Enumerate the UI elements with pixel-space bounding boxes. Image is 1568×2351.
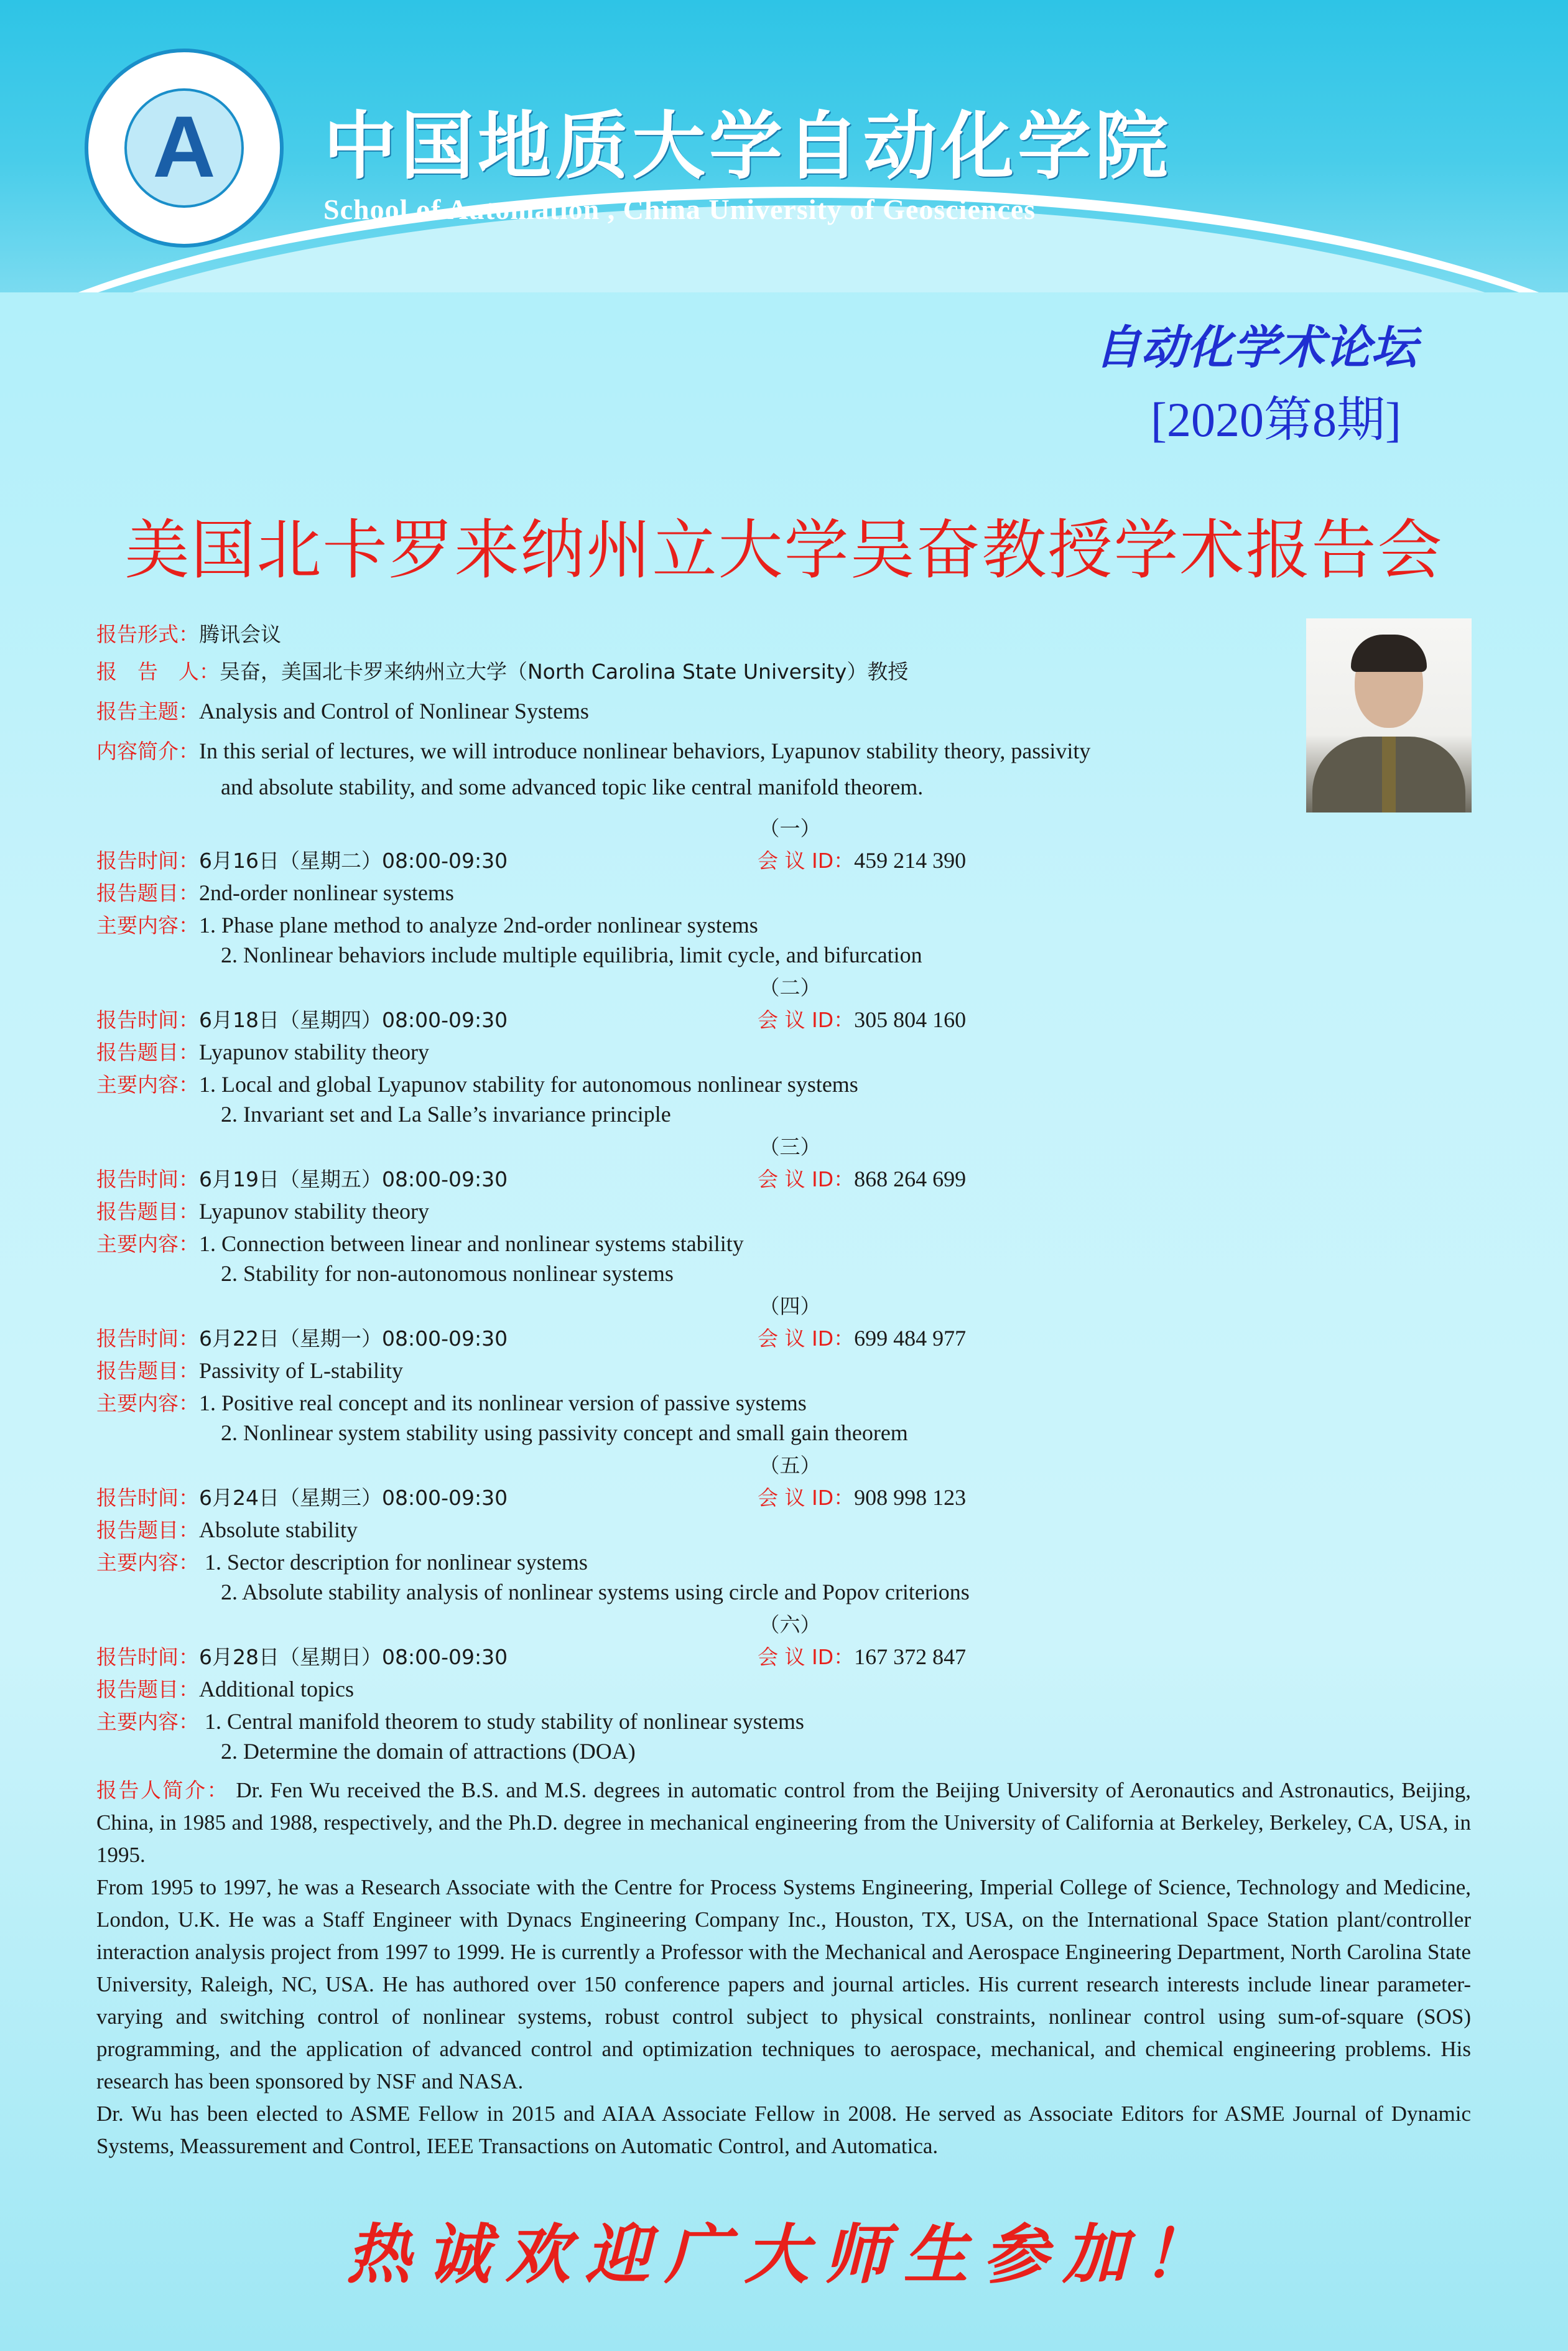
meeting-id-label: 会 议 ID： xyxy=(758,849,855,873)
speaker-bio xyxy=(96,1774,1471,2162)
meeting-id-row xyxy=(758,845,966,874)
meeting-id: 167 372 847 xyxy=(854,1644,967,1669)
time-label: 报告时间： xyxy=(96,1326,199,1351)
session-title: 2nd-order nonlinear systems xyxy=(199,880,454,905)
session-number: （六） xyxy=(759,1613,821,1637)
speaker-photo xyxy=(1306,618,1472,812)
time-label: 报告时间： xyxy=(96,1486,199,1510)
title-label: 报告题目： xyxy=(96,881,199,905)
content-label: 主要内容： xyxy=(96,913,199,938)
session-content-2: 2. Invariant set and La Salle’s invariance principle xyxy=(221,1102,671,1127)
meeting-id-row xyxy=(758,1163,966,1193)
session-number: （三） xyxy=(759,1135,821,1159)
session-time: 6月19日（星期五）08:00-09:30 xyxy=(199,1167,508,1191)
format-label: 报告形式： xyxy=(96,622,199,646)
summary-label: 内容简介： xyxy=(96,739,199,763)
session-content-1: 1. Phase plane method to analyze 2nd-order nonlinear systems xyxy=(199,913,758,938)
session-content-2: 2. Nonlinear system stability using passivity concept and small gain theorem xyxy=(221,1420,908,1445)
session-title-row xyxy=(96,877,454,906)
time-label: 报告时间： xyxy=(96,849,199,873)
session-time-row xyxy=(96,1004,508,1033)
session-content-row xyxy=(96,1547,588,1576)
school-logo xyxy=(85,49,284,248)
session-time: 6月28日（星期日）08:00-09:30 xyxy=(199,1645,508,1669)
content-label: 主要内容： xyxy=(96,1073,199,1097)
time-label: 报告时间： xyxy=(96,1167,199,1191)
welcome-banner: 热诚欢迎广大师生参加！ xyxy=(346,2216,1222,2293)
session-number: （一） xyxy=(759,816,821,840)
session-title-row xyxy=(96,1036,429,1066)
session-title: Additional topics xyxy=(199,1677,354,1702)
bio-text-1: Dr. Fen Wu received the B.S. and M.S. degrees in automatic control from the Beijing University of Aeronautics and Astronautics, Beijing, China, in 1985 and 1988, respectively, and the Ph.D. degree in mechanical engineering from the University of California at Berkeley, Berkeley, CA, USA, in 1995. xyxy=(96,1778,1472,1867)
session-content-1: 1. Connection between linear and nonlinear systems stability xyxy=(199,1231,744,1256)
meeting-id-label: 会 议 ID： xyxy=(758,1486,855,1510)
session-content-2: 2. Absolute stability analysis of nonlinear systems using circle and Popov criterions xyxy=(221,1580,970,1604)
session-content-row xyxy=(96,1228,744,1257)
bio-paragraph-1 xyxy=(96,1774,1471,1871)
format-value: 腾讯会议 xyxy=(199,622,281,646)
session-content-2: 2. Determine the domain of attractions (DOA) xyxy=(221,1739,636,1764)
meeting-id: 908 998 123 xyxy=(854,1485,967,1510)
session-content-1: 1. Sector description for nonlinear systems xyxy=(199,1550,588,1575)
session-title-row xyxy=(96,1355,403,1384)
session-number: （二） xyxy=(759,975,821,1000)
meeting-id-row xyxy=(758,1482,966,1511)
session-time-row xyxy=(96,1163,508,1193)
meeting-id-row xyxy=(758,1004,966,1033)
main-title: 美国北卡罗来纳州立大学吴奋教授学术报告会 xyxy=(124,512,1444,588)
session-time: 6月16日（星期二）08:00-09:30 xyxy=(199,849,508,873)
logo-emblem xyxy=(124,88,244,208)
speaker-value: 吴奋，美国北卡罗来纳州立大学（North Carolina State University）教授 xyxy=(220,659,909,684)
content-label: 主要内容： xyxy=(96,1232,199,1256)
topic-value: Analysis and Control of Nonlinear Systems xyxy=(199,699,589,724)
meeting-id: 868 264 699 xyxy=(854,1166,967,1191)
title-label: 报告题目： xyxy=(96,1359,199,1383)
topic-label: 报告主题： xyxy=(96,699,199,724)
title-label: 报告题目： xyxy=(96,1040,199,1064)
header-banner xyxy=(0,0,1568,292)
summary-line-2: and absolute stability, and some advanced topic like central manifold theorem. xyxy=(221,775,924,799)
session-time: 6月22日（星期一）08:00-09:30 xyxy=(199,1326,508,1351)
session-content-2: 2. Stability for non-autonomous nonlinear systems xyxy=(221,1261,674,1286)
meeting-id-row xyxy=(758,1323,966,1352)
session-time-row xyxy=(96,1323,508,1352)
info-summary-row xyxy=(96,735,1090,765)
speaker-label: 报 告 人： xyxy=(96,659,220,684)
info-speaker-row xyxy=(96,656,908,685)
title-label: 报告题目： xyxy=(96,1677,199,1702)
meeting-id-label: 会 议 ID： xyxy=(758,1645,855,1669)
session-title-row xyxy=(96,1674,354,1703)
session-title: Absolute stability xyxy=(199,1517,358,1542)
session-content-2: 2. Nonlinear behaviors include multiple equilibria, limit cycle, and bifurcation xyxy=(221,943,922,967)
session-title: Lyapunov stability theory xyxy=(199,1040,429,1064)
session-title-row xyxy=(96,1514,358,1543)
meeting-id: 305 804 160 xyxy=(854,1007,967,1032)
summary-line-1: In this serial of lectures, we will introduce nonlinear behaviors, Lyapunov stability theory, passivity xyxy=(199,738,1091,763)
meeting-id-label: 会 议 ID： xyxy=(758,1167,855,1191)
meeting-id: 699 484 977 xyxy=(854,1326,967,1351)
content-label: 主要内容： xyxy=(96,1550,199,1575)
session-title: Lyapunov stability theory xyxy=(199,1199,429,1224)
meeting-id: 459 214 390 xyxy=(854,848,967,873)
time-label: 报告时间： xyxy=(96,1008,199,1032)
bio-paragraph-3: Dr. Wu has been elected to ASME Fellow in 2015 and AIAA Associate Fellow in 2008. He served as Associate Editors for ASME Journal of Dynamic Systems, Meassurement and Control, IEEE Transactions on Automatic Control, and Automatica. xyxy=(96,2102,1471,2158)
info-format-row xyxy=(96,618,281,648)
session-time-row xyxy=(96,845,508,874)
title-label: 报告题目： xyxy=(96,1518,199,1542)
session-title: Passivity of L-stability xyxy=(199,1358,403,1383)
session-content-1: 1. Local and global Lyapunov stability for autonomous nonlinear systems xyxy=(199,1072,858,1097)
photo-tie xyxy=(1382,737,1396,812)
meeting-id-row xyxy=(758,1641,966,1670)
session-content-1: 1. Positive real concept and its nonlinear version of passive systems xyxy=(199,1390,807,1415)
session-time-row xyxy=(96,1482,508,1511)
forum-issue: [2020第8期] xyxy=(1151,393,1401,447)
forum-title: 自动化学术论坛 xyxy=(1095,321,1417,375)
session-content-1: 1. Central manifold theorem to study stability of nonlinear systems xyxy=(199,1709,804,1734)
session-content-row xyxy=(96,910,758,939)
session-content-row xyxy=(96,1706,804,1735)
session-time-row xyxy=(96,1641,508,1670)
content-label: 主要内容： xyxy=(96,1710,199,1734)
time-label: 报告时间： xyxy=(96,1645,199,1669)
meeting-id-label: 会 议 ID： xyxy=(758,1008,855,1032)
session-number: （四） xyxy=(759,1294,821,1318)
session-number: （五） xyxy=(759,1453,821,1478)
photo-hair xyxy=(1351,635,1427,672)
content-label: 主要内容： xyxy=(96,1391,199,1415)
bio-paragraph-2: From 1995 to 1997, he was a Research Associate with the Centre for Process Systems Engineering, Imperial College of Science, Technology and Medicine, London, U.K. He was a Staff Engineer with Dynacs Engineering Company Inc., Houston, TX, USA, on the International Space Station plant/controller interaction analysis project from 1997 to 1999. He is currently a Professor with the Mechanical and Aerospace Engineering Department, North Carolina State University, Raleigh, NC, USA. He has authored over 150 conference papers and journal articles. His current research interests include linear parameter-varying and switching control of nonlinear systems, robust control subject to physical constraints, nonlinear control using sum-of-square (SOS) programming, and the application of advanced control and optimization techniques to aerospace, mechanical, and chemical engineering problems. His research has been sponsored by NSF and NASA. xyxy=(96,1875,1471,2093)
title-label: 报告题目： xyxy=(96,1199,199,1224)
school-name-cn: 中国地质大学自动化学院 xyxy=(323,103,1172,189)
school-name-en: School of Automation , China University of Geosciences xyxy=(323,193,1036,225)
meeting-id-label: 会 议 ID： xyxy=(758,1326,855,1351)
session-time: 6月18日（星期四）08:00-09:30 xyxy=(199,1008,508,1032)
info-topic-row xyxy=(96,696,589,725)
session-time: 6月24日（星期三）08:00-09:30 xyxy=(199,1486,508,1510)
session-content-row xyxy=(96,1387,807,1417)
bio-label: 报告人简介： xyxy=(96,1778,230,1802)
session-title-row xyxy=(96,1196,429,1225)
session-content-row xyxy=(96,1069,858,1098)
logo-letter: A xyxy=(152,98,216,195)
